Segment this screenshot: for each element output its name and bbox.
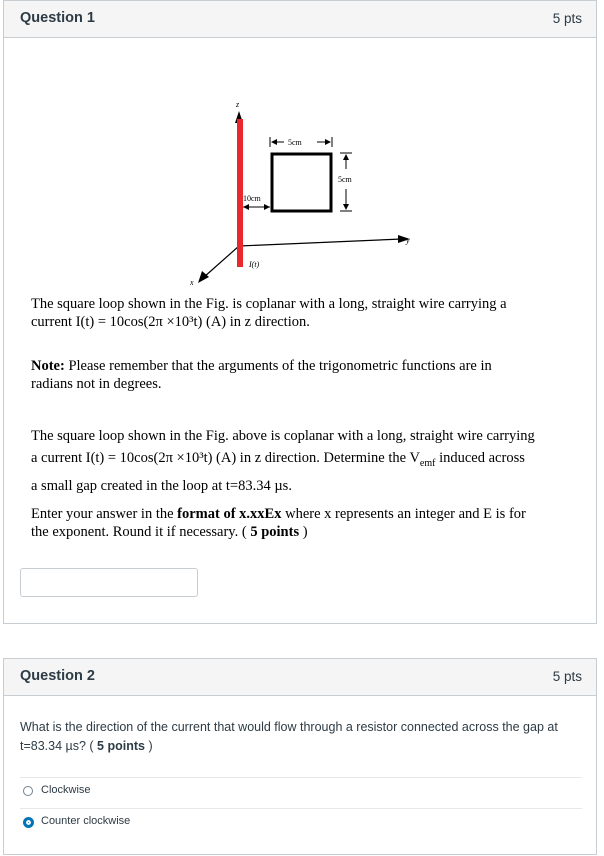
- para1-line1: The square loop shown in the Fig. is coplanar with a long, straight wire carrying a: [31, 296, 507, 312]
- note-label: Note:: [31, 358, 65, 374]
- question-1-points: 5 pts: [552, 11, 582, 26]
- option-label-clockwise: Clockwise: [41, 784, 91, 796]
- question-2-text: [20, 718, 580, 756]
- note-line1: Please remember that the arguments of the trigonometric functions are in: [68, 358, 492, 374]
- question-2-header: [4, 659, 596, 696]
- z-axis-label: z: [236, 100, 240, 109]
- q2-line2-a: t=83.34 µs? (: [20, 739, 98, 753]
- option-clockwise[interactable]: [20, 777, 582, 807]
- height-dimension-label: 5cm: [338, 175, 352, 184]
- note-line2: radians not in degrees.: [31, 376, 162, 392]
- question-2-points: 5 pts: [552, 669, 582, 684]
- x-axis-label: x: [190, 278, 194, 287]
- para2-line1: The square loop shown in the Fig. above is coplanar with a long, straight wire carrying: [31, 428, 535, 444]
- enter-line2-a: the exponent. Round it if necessary. (: [31, 524, 251, 540]
- question-2-title: Question 2: [20, 668, 95, 684]
- para1-line2-a: current: [31, 314, 73, 330]
- question-2-card: [3, 658, 597, 855]
- para2-line2-end: induced across: [435, 450, 525, 466]
- q2-points: 5 points: [97, 739, 145, 753]
- loop-wire-figure: [4, 41, 598, 291]
- para2-line2: a current I(t) = 10cos(2π ×10³t) (A) in z direction. Determine the V: [31, 450, 420, 466]
- question-1-header: [4, 1, 596, 38]
- para2-sub: emf: [419, 457, 436, 469]
- option-label-counter-clockwise: Counter clockwise: [41, 815, 131, 827]
- radio-clockwise[interactable]: [23, 786, 33, 796]
- q2-line1: What is the direction of the current that would flow through a resistor connected across the gap at: [20, 720, 558, 734]
- q2-line2-b: ): [144, 739, 153, 753]
- enter-b: where x represents an integer and E is for: [281, 506, 526, 522]
- question-1-paragraph-2: [31, 425, 576, 497]
- answer-input[interactable]: [20, 568, 198, 597]
- answer-format: format of x.xxEx: [177, 506, 282, 522]
- question-1-instructions: [31, 505, 576, 541]
- para1-formula: I(t) = 10cos(2π ×10³t) (A) in z direction.: [75, 314, 310, 330]
- question-1-paragraph-1: [31, 295, 576, 331]
- enter-line2-b: ): [299, 524, 308, 540]
- question-1-note: [31, 357, 576, 393]
- question-1-card: [3, 0, 597, 624]
- y-axis-label: y: [406, 236, 410, 245]
- radio-counter-clockwise[interactable]: [23, 817, 34, 828]
- enter-points: 5 points: [250, 524, 300, 540]
- question-1-title: Question 1: [20, 10, 95, 26]
- square-loop: [272, 154, 331, 211]
- para2-line3: a small gap created in the loop at t=83.34 µs.: [31, 477, 292, 494]
- distance-dimension-label: 10cm: [243, 194, 261, 203]
- current-label: I(t): [249, 260, 260, 269]
- wire: [237, 119, 243, 267]
- width-dimension-label: 5cm: [288, 138, 302, 147]
- enter-a: Enter your answer in the: [31, 506, 178, 522]
- option-counter-clockwise[interactable]: [20, 808, 582, 838]
